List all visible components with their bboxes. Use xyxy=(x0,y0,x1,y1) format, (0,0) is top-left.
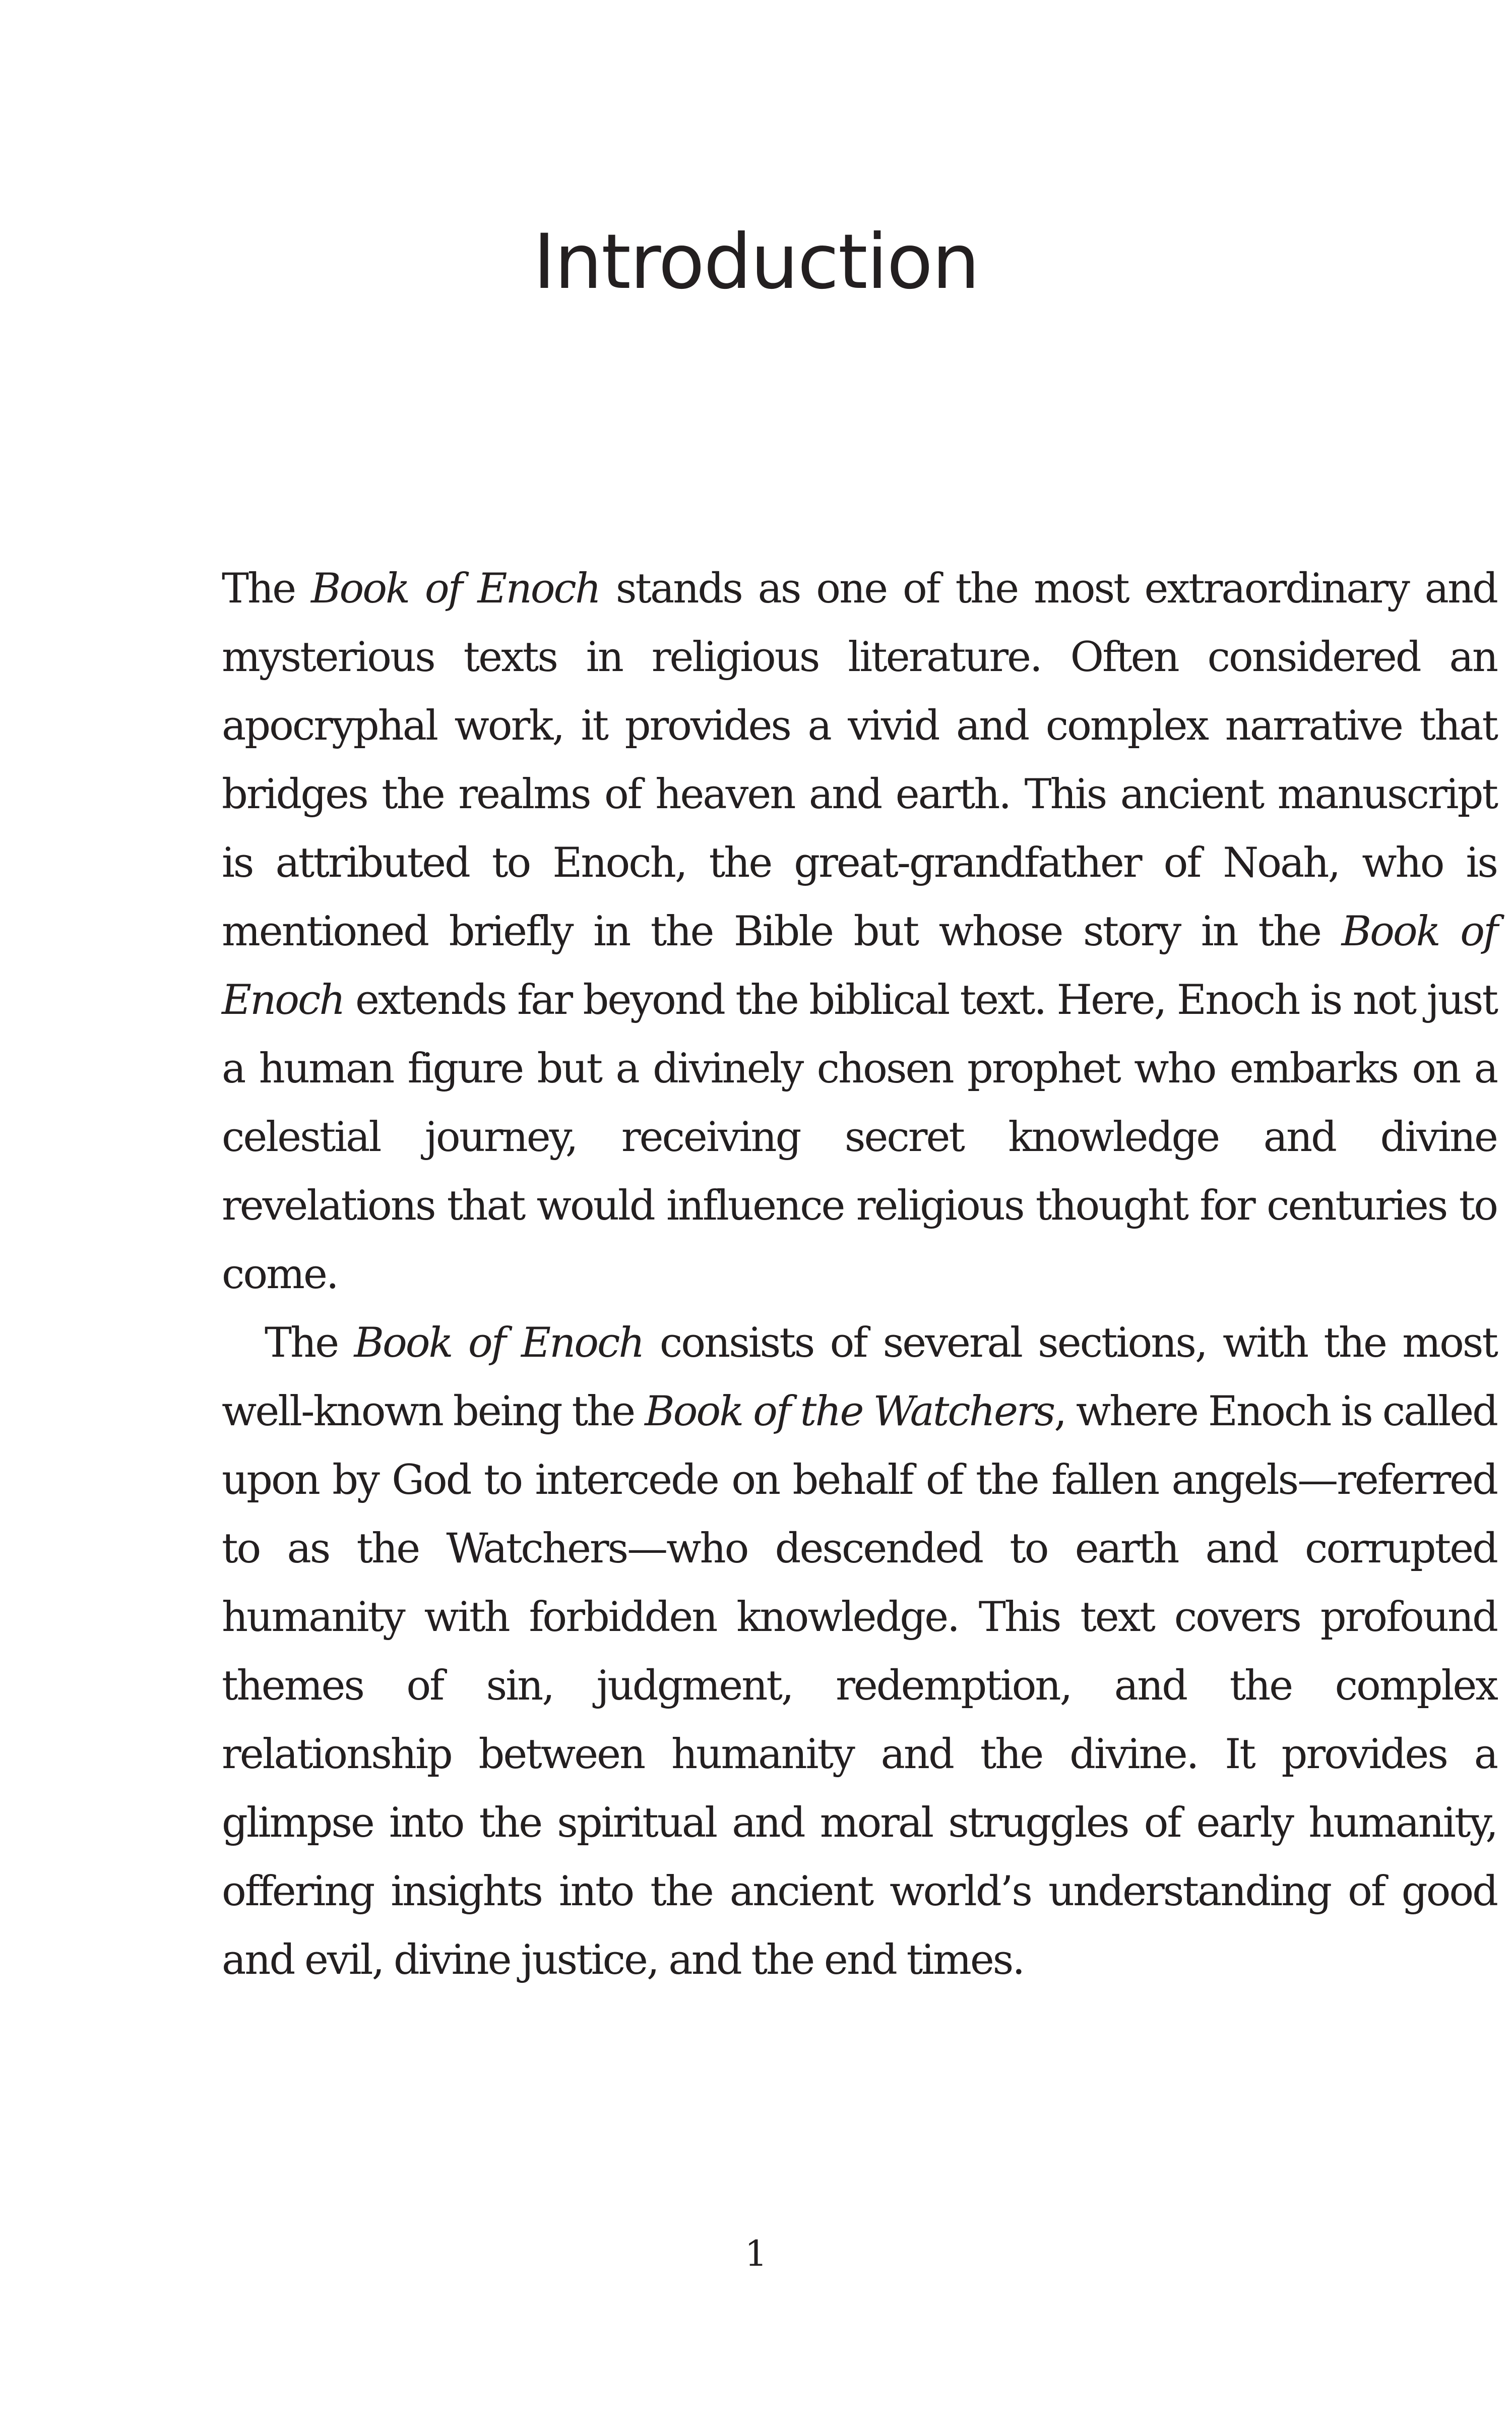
book-title-italic: Book of Enoch xyxy=(354,1319,644,1367)
book-title-italic: Book of Enoch xyxy=(222,908,1497,1024)
text-run: extends far beyond the biblical text. Here, Enoch is not just a human figure but a divinely chosen prophet who embarks on a celestial journey, receiving secret knowledge and divine revelations that would influence religious thought for centuries to come. xyxy=(222,977,1497,1298)
page-number: 1 xyxy=(744,2233,768,2274)
text-run: The xyxy=(265,1319,354,1367)
book-title-italic: Book of the Watchers xyxy=(645,1388,1054,1435)
book-title-italic: Book of Enoch xyxy=(310,565,600,613)
chapter-title: Introduction xyxy=(533,218,979,306)
text-run: , where Enoch is called upon by God to intercede on behalf of the fallen angels—referred to as the Watchers—who descended to earth and corrupted humanity with forbidden knowledge. This text covers profound themes of sin, judgment, redemption, and the complex relationship between humanity and the divine. It provides a glimpse into the spiritual and moral struggles of early humanity, offering insights into the ancient world’s understanding of good and evil, divine justice, and the end times. xyxy=(222,1388,1497,1984)
text-run: stands as one of the most extraordinary and mysterious texts in religious literature. Often considered an apocryphal work, it provides a vivid and complex narrative that bridges the realms of heaven and earth. This ancient manuscript is attributed to Enoch, the great-grandfather of Noah, who is mentioned briefly in the Bible but whose story in the xyxy=(222,565,1497,955)
paragraph-1 xyxy=(222,555,1497,1309)
paragraph-2 xyxy=(222,1309,1497,1994)
text-run: consists of several sections, with the most well-known being the xyxy=(222,1319,1497,1435)
text-run: The xyxy=(222,565,311,613)
body-text xyxy=(222,555,1497,1994)
